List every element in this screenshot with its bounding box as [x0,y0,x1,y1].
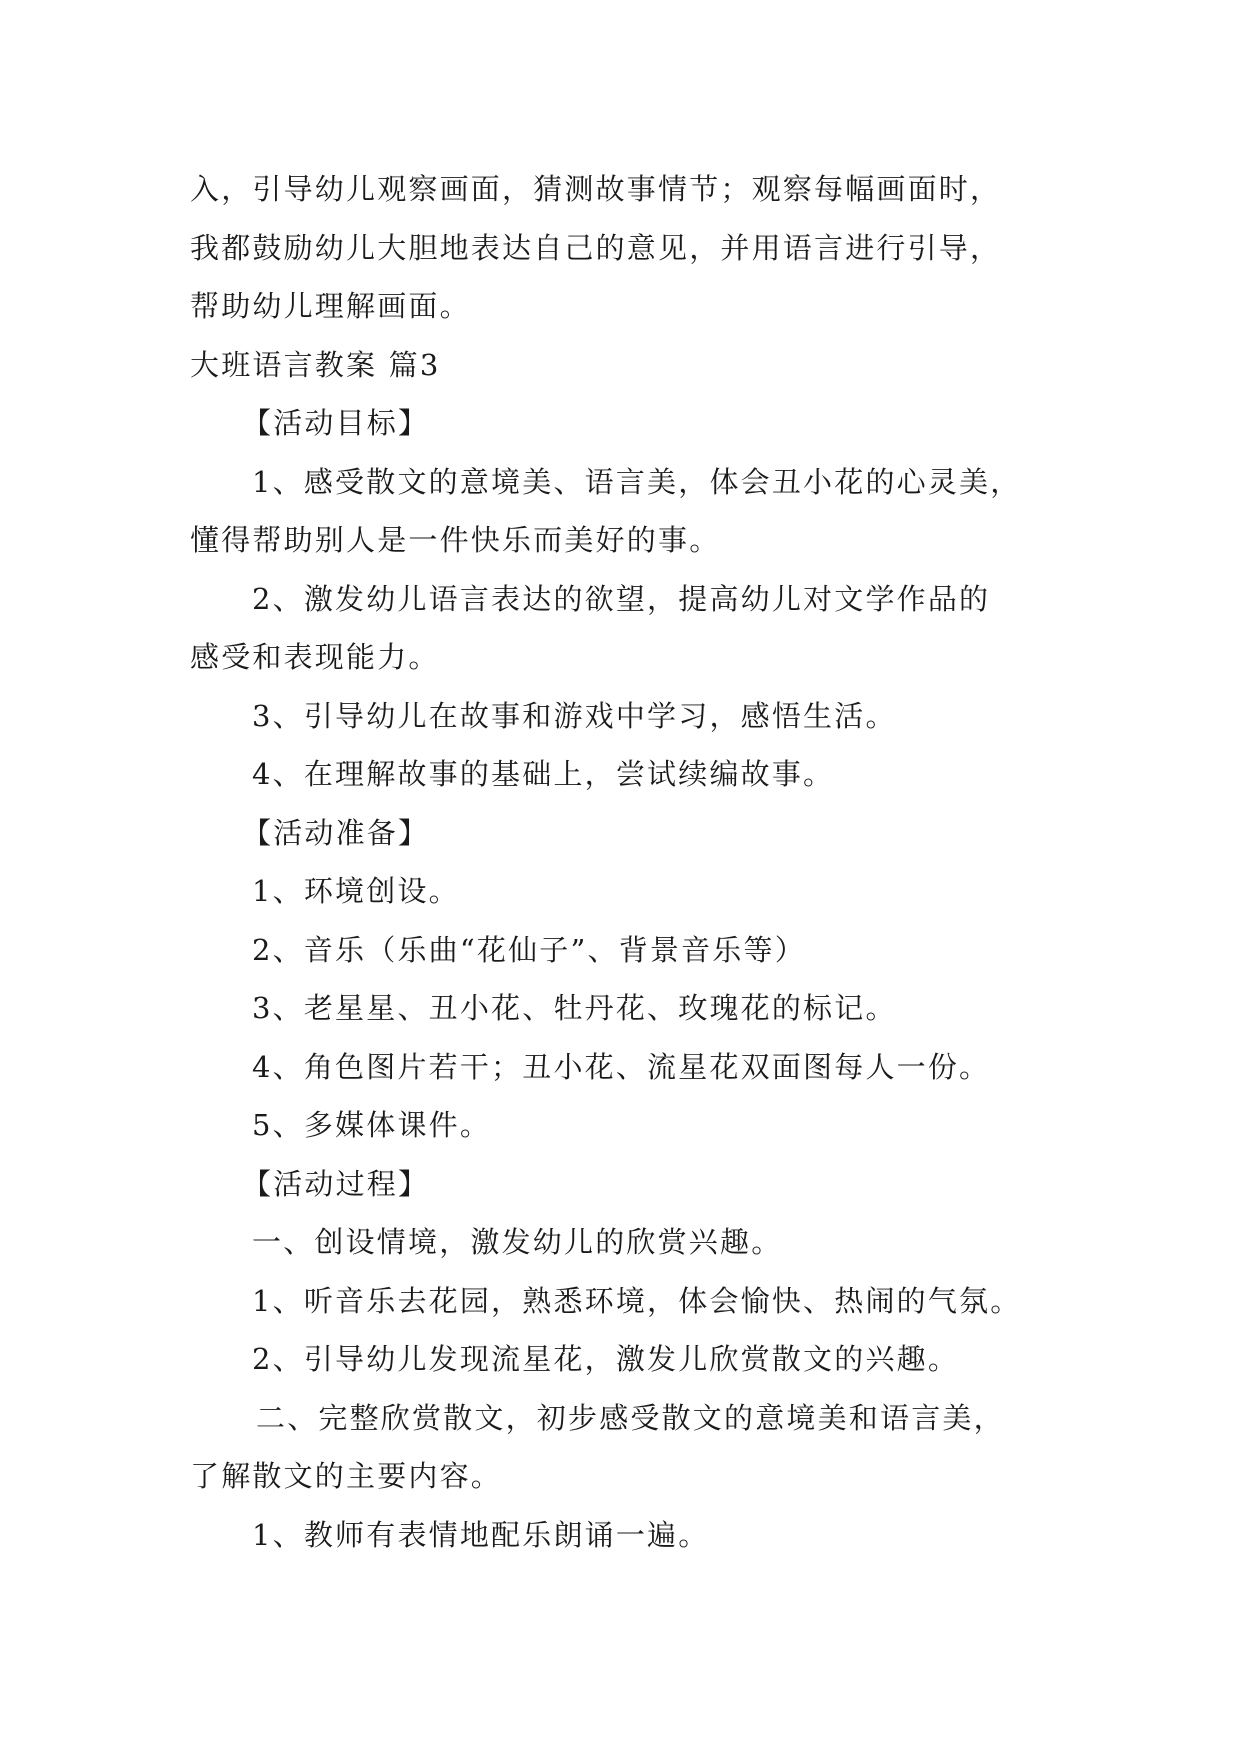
list-item: 5、多媒体课件。 [252,1108,492,1142]
paragraph-line: 我都鼓励幼儿大胆地表达自己的意见，并用语言进行引导， [190,230,1002,265]
section-heading: 大班语言教案 篇3 [190,347,441,382]
list-item: 2、音乐（乐曲“花仙子”、背景音乐等） [252,932,806,967]
paragraph-line: 懂得帮助别人是一件快乐而美好的事。 [190,523,721,557]
paragraph-line: 帮助幼儿理解画面。 [190,289,471,323]
subsection-heading: 【活动过程】 [242,1166,430,1201]
step-heading: 一、创设情境，激发幼儿的欣赏兴趣。 [252,1225,783,1259]
paragraph-line: 1、感受散文的意境美、语言美，体会丑小花的心灵美， [252,464,1022,499]
paragraph-line: 入，引导幼儿观察画面，猜测故事情节；观察每幅画面时， [190,172,1002,206]
step-heading: 二、完整欣赏散文，初步感受散文的意境美和语言美， [256,1400,1005,1435]
list-item: 1、教师有表情地配乐朗诵一遍。 [252,1517,710,1552]
document-body [190,160,1090,1564]
list-item: 2、引导幼儿发现流星花，激发儿欣赏散文的兴趣。 [252,1342,960,1376]
paragraph-line: 3、引导幼儿在故事和游戏中学习，感悟生活。 [252,698,897,733]
subsection-heading: 【活动准备】 [242,815,430,850]
list-item: 1、听音乐去花园，熟悉环境，体会愉快、热闹的气氛。 [252,1283,1022,1318]
list-item: 4、角色图片若干；丑小花、流星花双面图每人一份。 [252,1049,991,1084]
paragraph-line: 2、激发幼儿语言表达的欲望，提高幼儿对文学作品的 [252,581,991,616]
paragraph-line: 感受和表现能力。 [190,640,440,674]
paragraph-line: 4、在理解故事的基础上，尝试续编故事。 [252,757,835,791]
list-item: 3、老星星、丑小花、牡丹花、玫瑰花的标记。 [252,991,897,1025]
list-item: 1、环境创设。 [252,874,460,908]
subsection-heading: 【活动目标】 [242,406,430,440]
paragraph-line: 了解散文的主要内容。 [190,1459,503,1493]
